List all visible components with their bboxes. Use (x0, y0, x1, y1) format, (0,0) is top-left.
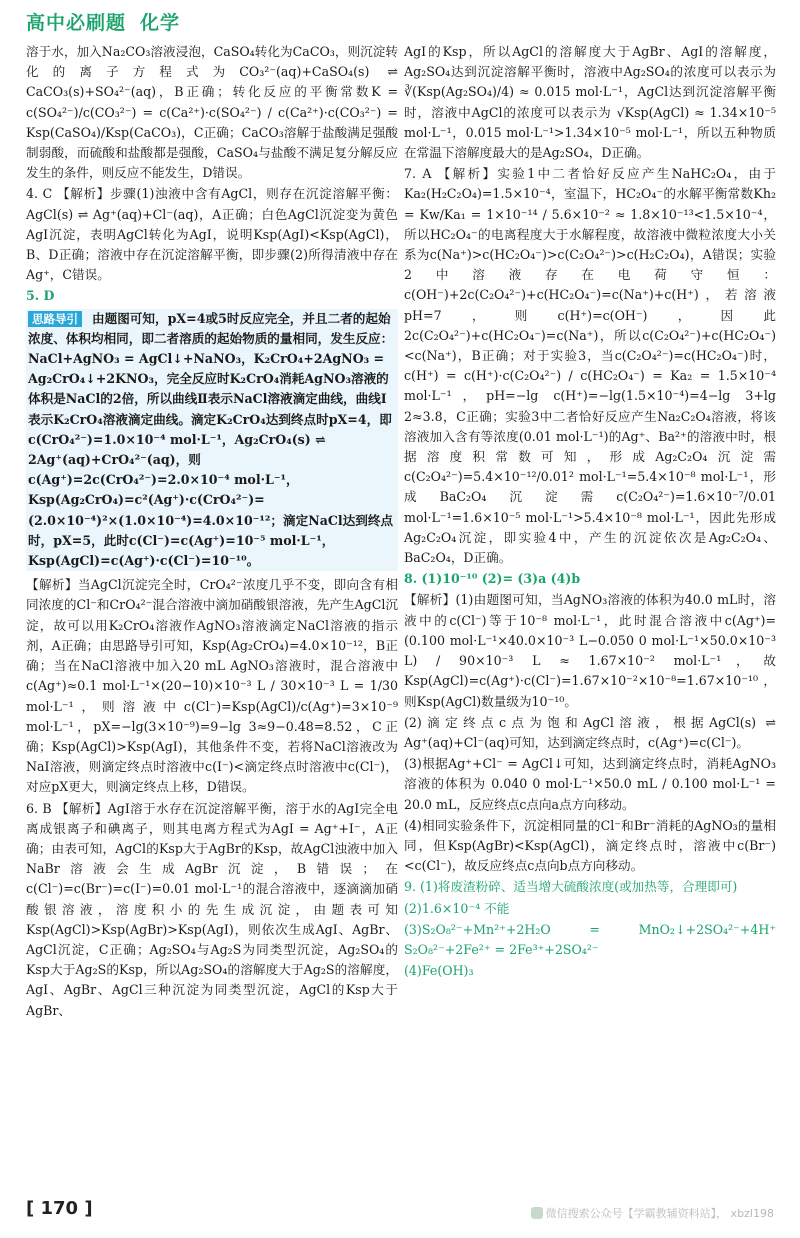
answer-8-analysis-3: (3)根据Ag⁺+Cl⁻ = AgCl↓可知，达到滴定终点时，消耗AgNO₃溶液的体积为 0.040 0 mol·L⁻¹×50.0 mL / 0.100 mol·L⁻¹ = 20.0 mL，反应终点c点向a点方向移动。 (404, 756, 776, 812)
answer-3-cont: 溶于水，加入Na₂CO₃溶液浸泡，CaSO₄转化为CaCO₃，则沉淀转化的离子方程式为CO₃²⁻(aq)+CaSO₄(s) ⇌ CaCO₃(s)+SO₄²⁻(aq)，B正确；转化反应的平衡常数K = c(SO₄²⁻)/c(CO₃²⁻) = c(Ca²⁺)·c(SO₄²⁻) / c(Ca²⁺)·c(CO₃²⁻) = Ksp(CaSO₄)/Ksp(CaCO₃)，C正确；CaCO₃溶解于盐酸满足强酸制弱酸，而硫酸和盐酸都是强酸，CaSO₄与盐酸不满足复分解反应发生的条件，则反应不能发生，D错误。 (26, 44, 398, 181)
page-number: [ 170 ] (26, 1198, 93, 1219)
answer-9-1: 9. (1)将废渣粉碎、适当增大硫酸浓度(或加热等，合理即可) (404, 879, 738, 895)
guide-label: 思路导引 (28, 311, 82, 327)
answer-8-analysis-1: 【解析】(1)由题图可知，当AgNO₃溶液的体积为40.0 mL时，溶液中的c(Cl⁻)等于10⁻⁸ mol·L⁻¹，此时混合溶液中c(Ag⁺)= (0.100 mol·L⁻¹×40.0×10⁻³ L−0.050 0 mol·L⁻¹×50.0×10⁻³ L) / 90×10⁻³ L ≈ 1.67×10⁻² mol·L⁻¹，故Ksp(AgCl)=c(Ag⁺)·c(Cl⁻)=1.67×10⁻²×10⁻⁸=1.67×10⁻¹⁰，则Ksp(AgCl)数量级为10⁻¹⁰。 (404, 592, 776, 709)
left-column (26, 42, 398, 1022)
answer-9-3: (3)S₂O₈²⁻+Mn²⁺+2H₂O = MnO₂↓+2SO₄²⁻+4H⁺ S₂O₈²⁻+2Fe²⁺ = 2Fe³⁺+2SO₄²⁻ (404, 921, 776, 957)
page-header (26, 8, 180, 35)
watermark-text: 微信搜索公众号【学霸教辅资料站】， xbzl198 (545, 1207, 774, 1220)
page-number-value: 170 (40, 1198, 79, 1219)
answer-5-head: 5. D (26, 288, 55, 304)
answer-9-2: (2)1.6×10⁻⁴ 不能 (404, 900, 510, 916)
answer-7: 7. A 【解析】实验1中二者恰好反应产生NaHC₂O₄，由于Ka₂(H₂C₂O₄)=1.5×10⁻⁴，室温下，HC₂O₄⁻的水解平衡常数Kh₂ = Kw/Ka₁ = 1×10⁻¹⁴ / 5.6×10⁻² ≈ 1.8×10⁻¹³<1.5×10⁻⁴，所以HC₂O₄⁻的电离程度大于水解程度，故溶液中微粒浓度大小关系为c(Na⁺)>c(HC₂O₄⁻)>c(C₂O₄²⁻)>c(H₂C₂O₄)，A错误；实验2中溶液存在电荷守恒：c(OH⁻)+2c(C₂O₄²⁻)+c(HC₂O₄⁻)=c(Na⁺)+c(H⁺)，若溶液pH=7，则c(H⁺)=c(OH⁻)，因此2c(C₂O₄²⁻)+c(HC₂O₄⁻)=c(Na⁺)，所以c(C₂O₄²⁻)+c(HC₂O₄⁻)<c(Na⁺)，B正确；对于实验3，当c(C₂O₄²⁻)=c(HC₂O₄⁻)时，c(H⁺) = c(H⁺)·c(C₂O₄²⁻) / c(HC₂O₄⁻) = Ka₂ = 1.5×10⁻⁴ mol·L⁻¹，pH=−lg c(H⁺)=−lg(1.5×10⁻⁴)=4−lg 3+lg 2≈3.8，C正确；实验3中二者恰好反应产生Na₂C₂O₄溶液，将该溶液加入含有等浓度(0.01 mol·L⁻¹)的Ag⁺、Ba²⁺的溶液中时，根据溶度积常数可知，形成Ag₂C₂O₄沉淀需c(C₂O₄²⁻)=5.4×10⁻¹²/0.01² mol·L⁻¹=5.4×10⁻⁸ mol·L⁻¹，形成BaC₂O₄沉淀需c(C₂O₄²⁻)=1.6×10⁻⁷/0.01 mol·L⁻¹=1.6×10⁻⁵ mol·L⁻¹>5.4×10⁻⁸ mol·L⁻¹，因此先形成Ag₂C₂O₄沉淀，即实验4中，产生的沉淀依次是Ag₂C₂O₄、BaC₂O₄，D正确。 (404, 166, 776, 566)
answer-9-4: (4)Fe(OH)₃ (404, 963, 474, 979)
watermark (528, 1205, 774, 1221)
guide-text: 由题图可知，pX=4或5时反应完全，并且二者的起始浓度、体积均相同，即二者溶质的起始物质的量相同，发生反应：NaCl+AgNO₃ = AgCl↓+NaNO₃，K₂CrO₄+2AgNO₃ = Ag₂CrO₄↓+2KNO₃，完全反应时K₂CrO₄消耗AgNO₃溶液的体积是NaCl的2倍，所以曲线Ⅱ表示NaCl溶液滴定曲线，曲线Ⅰ表示K₂CrO₄溶液滴定曲线。滴定K₂CrO₄达到终点时pX=4，即c(CrO₄²⁻)=1.0×10⁻⁴ mol·L⁻¹，Ag₂CrO₄(s) ⇌ 2Ag⁺(aq)+CrO₄²⁻(aq)，则c(Ag⁺)=2c(CrO₄²⁻)=2.0×10⁻⁴ mol·L⁻¹，Ksp(Ag₂CrO₄)=c²(Ag⁺)·c(CrO₄²⁻)=(2.0×10⁻⁴)²×(1.0×10⁻⁴)=4.0×10⁻¹²；滴定NaCl达到终点时，pX=5，此时c(Cl⁻)=c(Ag⁺)=10⁻⁵ mol·L⁻¹，Ksp(AgCl)=c(Ag⁺)·c(Cl⁻)=10⁻¹⁰。 (28, 310, 394, 569)
answer-8-analysis-4: (4)相同实验条件下，沉淀相同量的Cl⁻和Br⁻消耗的AgNO₃的量相同，但Ksp(AgBr)<Ksp(AgCl)，滴定终点时，溶液中c(Br⁻)<c(Cl⁻)，故反应终点c点向b点方向移动。 (404, 817, 776, 874)
thought-guide (26, 309, 398, 572)
answer-6-cont: AgI的Ksp，所以AgCl的溶解度大于AgBr、AgI的溶解度，Ag₂SO₄达到沉淀溶解平衡时，溶液中Ag₂SO₄的浓度可以表示为 ∛(Ksp(Ag₂SO₄)/4) ≈ 0.015 mol·L⁻¹，AgCl达到沉淀溶解平衡时，溶液中AgCl的浓度可以表示为 √Ksp(AgCl) ≈ 1.34×10⁻⁵ mol·L⁻¹，0.015 mol·L⁻¹>1.34×10⁻⁵ mol·L⁻¹，所以五种物质在常温下溶解度最大的是Ag₂SO₄，D正确。 (404, 44, 776, 161)
answer-8-head: 8. (1)10⁻¹⁰ (2)= (3)a (4)b (404, 571, 581, 587)
wechat-icon (531, 1207, 543, 1219)
subject-title: 化学 (140, 12, 181, 34)
answer-5-analysis: 【解析】当AgCl沉淀完全时，CrO₄²⁻浓度几乎不变，即向含有相同浓度的Cl⁻和CrO₄²⁻混合溶液中滴加硝酸银溶液，先产生AgCl沉淀，故可以用K₂CrO₄溶液作AgNO₃溶液滴定NaCl溶液的指示剂，A正确；由思路导引可知，Ksp(Ag₂CrO₄)=4.0×10⁻¹²，B正确；当在NaCl溶液中加入20 mL AgNO₃溶液时，混合溶液中c(Ag⁺)≈0.1 mol·L⁻¹×(20−10)×10⁻³ L / 30×10⁻³ L = 1/30 mol·L⁻¹，则溶液中c(Cl⁻)=Ksp(AgCl)/c(Ag⁺)=3×10⁻⁹ mol·L⁻¹，pX=−lg(3×10⁻⁹)=9−lg 3≈9−0.48=8.52，C正确；Ksp(AgCl)>Ksp(AgI)，其他条件不变，若将NaCl溶液改为NaI溶液，则滴定终点时溶液中c(I⁻)<滴定终点时溶液中c(Cl⁻)，对应pX更大，则滴定终点上移，D错误。 (26, 577, 398, 795)
answer-8-analysis-2: (2)滴定终点c点为饱和AgCl溶液，根据AgCl(s) ⇌ Ag⁺(aq)+Cl⁻(aq)可知，达到滴定终点时，c(Ag⁺)=c(Cl⁻)。 (404, 714, 776, 750)
answer-4: 4. C 【解析】步骤(1)浊液中含有AgCl，则存在沉淀溶解平衡：AgCl(s) ⇌ Ag⁺(aq)+Cl⁻(aq)，A正确；白色AgCl沉淀变为黄色AgI沉淀，表明AgCl转化为AgI，说明Ksp(AgI)<Ksp(AgCl)，B、D正确；溶液中存在沉淀溶解平衡，即步骤(2)所得清液中存在Ag⁺，C错误。 (26, 186, 398, 283)
series-title: 高中必刷题 (26, 12, 127, 34)
answer-6: 6. B 【解析】AgI溶于水存在沉淀溶解平衡，溶于水的AgI完全电离成银离子和碘离子，则其电离方程式为AgI = Ag⁺+I⁻，A正确；由表可知，AgCl的Ksp大于AgBr的Ksp，故AgCl浊液中加入NaBr溶液会生成AgBr沉淀，B错误；在c(Cl⁻)=c(Br⁻)=c(I⁻)=0.01 mol·L⁻¹的混合溶液中，逐滴滴加硝酸银溶液，溶度积小的先生成沉淀，由题表可知Ksp(AgCl)>Ksp(AgBr)>Ksp(AgI)，则依次生成AgI、AgBr、AgCl沉淀，C正确；Ag₂SO₄与Ag₂S为同类型沉淀，Ag₂SO₄的Ksp大于Ag₂S的Ksp，所以Ag₂SO₄的溶解度大于Ag₂S的溶解度，AgI、AgBr、AgCl三种沉淀为同类型沉淀，AgCl的Ksp大于AgBr、 (26, 800, 398, 1018)
right-column (404, 42, 776, 982)
